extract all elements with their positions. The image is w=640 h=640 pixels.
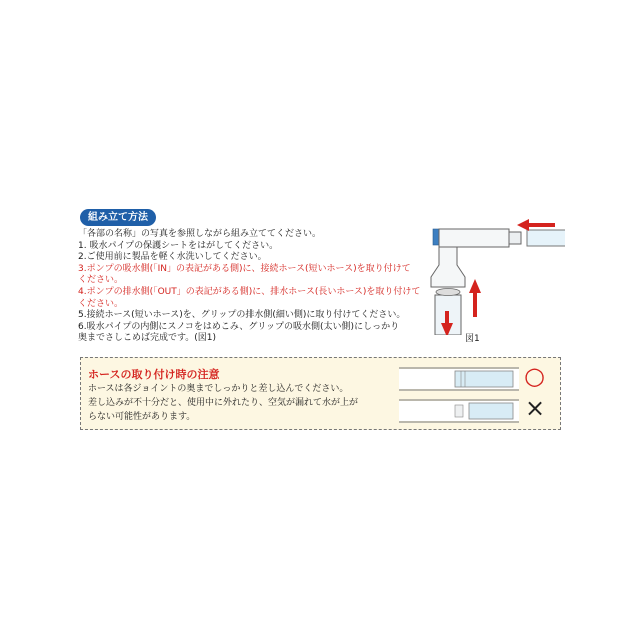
figure-label: 図1 [465, 334, 480, 344]
hose-notice-box [80, 357, 561, 430]
assembly-step: 1. 吸水パイプの保護シートをはがしてください。 [78, 240, 279, 251]
notice-line: らない可能性があります。 [88, 412, 196, 422]
assembly-step: 奥までさしこめば完成です。(図1) [78, 333, 217, 344]
section-title-badge [80, 209, 156, 226]
assembly-step: ください。 [78, 275, 124, 286]
assembly-step: 2.ご使用前に製品を軽く水洗いしてください。 [78, 252, 267, 263]
assembly-step: ください。 [78, 298, 124, 309]
upflow-arrow [469, 279, 481, 317]
filter-screen [436, 289, 460, 296]
notice-title: ホースの取り付け時の注意 [88, 368, 220, 381]
assembly-step: 6.吸水パイプの内側にスノコをはめこみ、グリップの吸水側(太い側)にしっかり [78, 321, 400, 332]
wrong-mark: × [525, 394, 546, 422]
assembly-steps-list [78, 229, 430, 345]
assembly-step: 3.ポンプの吸水側(「IN」の表記がある側)に、接続ホース(短いホース)を取り付けて [78, 263, 411, 274]
correct-connection-diagram [399, 364, 539, 394]
arm-connector [509, 232, 521, 244]
notice-line: ホースは各ジョイントの奥までしっかりと差し込んでください。 [88, 384, 349, 394]
notice-text [88, 382, 418, 424]
grip-cap [433, 229, 439, 245]
notice-line: 差し込みが不十分だと、使用中に外れたり、空気が漏れて水が上が [88, 398, 359, 408]
section-title: 組み立て方法 [88, 212, 148, 223]
connection-hose [527, 230, 565, 246]
wrong-connection-diagram [399, 396, 539, 426]
grip-arm [439, 229, 509, 247]
assembly-step: 5.接続ホース(短いホース)を、グリップの排水側(細い側)に取り付けてください。 [78, 310, 406, 321]
assembly-figure [425, 215, 565, 335]
inflow-arrow [517, 219, 555, 231]
correct-mark: ○ [524, 362, 545, 390]
assembly-step: 「各部の名称」の写真を参照しながら組み立ててください。 [78, 229, 322, 239]
assembly-step: 4.ポンプの排水側(「OUT」の表記がある側)に、排水ホース(長いホース)を取り付けて [78, 286, 421, 297]
